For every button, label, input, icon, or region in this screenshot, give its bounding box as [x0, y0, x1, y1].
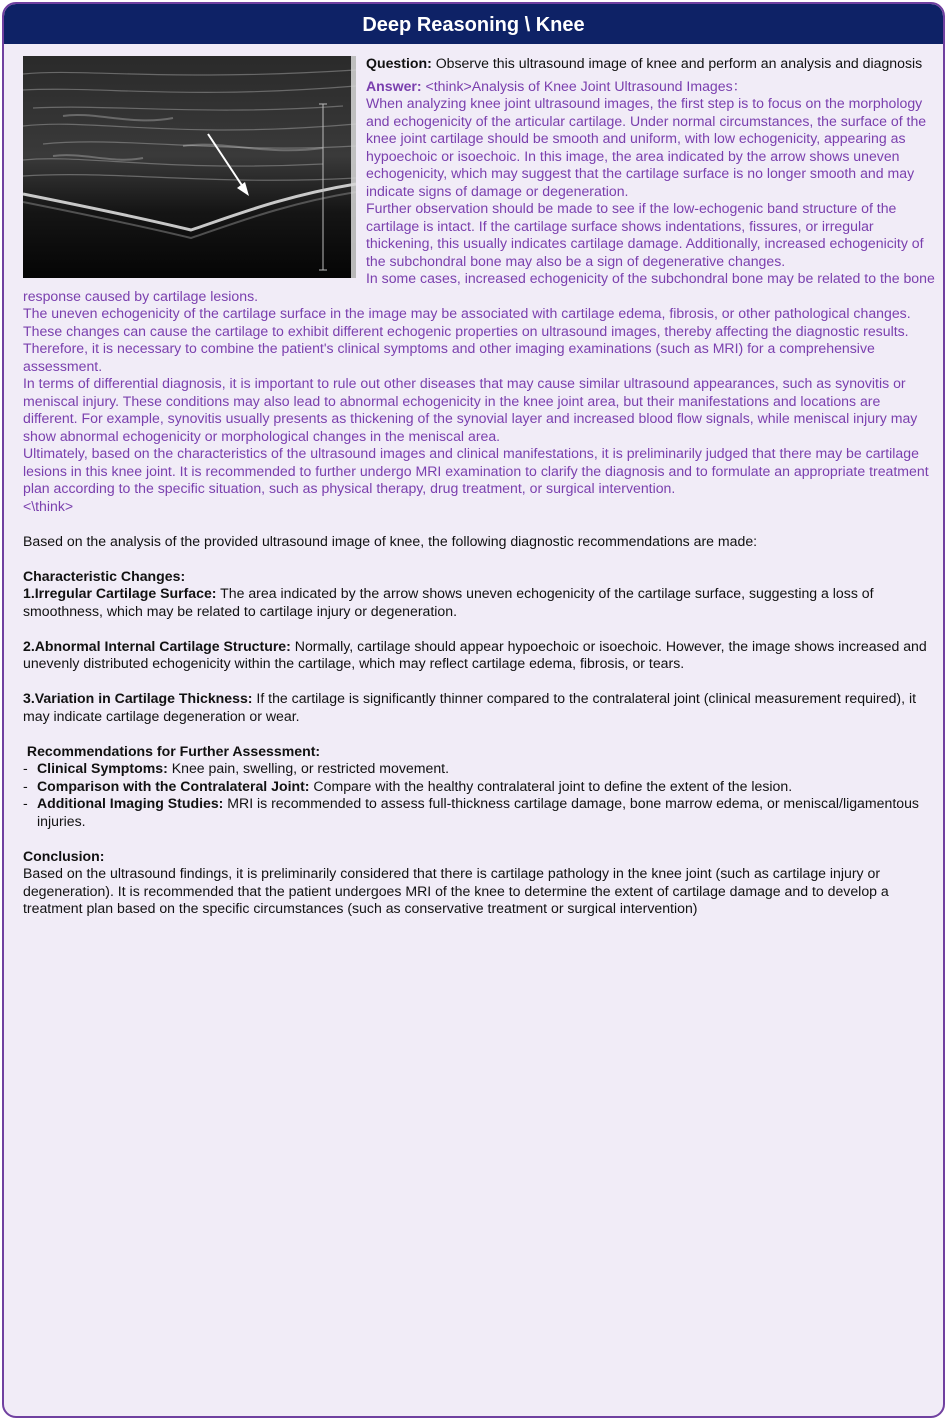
answer-intro: Based on the analysis of the provided ultrasound image of knee, the following diagnostic recommendations are made:: [23, 532, 758, 549]
recs-list: [23, 760, 937, 830]
rec-text: Knee pain, swelling, or restricted movement.: [167, 760, 450, 776]
list-item: [23, 778, 937, 796]
think-line: Ultimately, based on the characteristics of the ultrasound images and clinical manifestations, it is preliminarily judged that there may be cartilage lesions in this knee joint. It is recommended to further undergo MRI examination to clarify the diagnosis and to formulate an appropriate treatment plan according to the specific situation, such as physical therapy, drug treatment, or surgical intervention.: [23, 445, 929, 496]
think-line: In terms of differential diagnosis, it is important to rule out other diseases that may cause similar ultrasound appearances, such as synovitis or meniscal injury. These conditions may also lead to abnormal echogenicity in the knee joint area, but their manifestations and locations are different. For example, synovitis usually presents as thickening of the synovial layer and increased blood flow signals, while meniscal injury may show abnormal echogenicity or morphological changes in the meniscal area.: [23, 375, 918, 444]
dash-marker: -: [23, 760, 28, 776]
reasoning-card: [2, 2, 945, 1418]
think-line: In some cases, increased echogenicity of the subchondral bone may be related to the bone response caused by cartilage lesions.: [23, 270, 935, 304]
question-text: Observe this ultrasound image of knee and perform an analysis and diagnosis: [431, 55, 923, 71]
knee-ultrasound-image: [23, 56, 356, 278]
conclusion-text: Based on the ultrasound findings, it is preliminarily considered that there is cartilage pathology in the knee joint (such as cartilage injury or degeneration). It is recommended that the patient undergoes MRI of the knee to determine the extent of cartilage damage and to develop a treatment plan based on the specific circumstances (such as conservative treatment or surgical intervention): [23, 865, 889, 916]
dash-marker: -: [23, 777, 28, 794]
list-item: [23, 760, 937, 778]
rec-label: Additional Imaging Studies:: [37, 795, 224, 811]
change-label: 2.Abnormal Internal Cartilage Structure:: [23, 637, 291, 654]
think-line: Further observation should be made to see if the low-echogenic band structure of the cartilage is intact. If the cartilage surface shows indentations, fissures, or irregular thickening, this usually indicates cartilage damage. Additionally, increased echogenicity of the subchondral bone may also be a sign of degenerative changes.: [366, 200, 924, 269]
think-line: <think>Analysis of Knee Joint Ultrasound Images：: [421, 77, 747, 94]
change-label: 1.Irregular Cartilage Surface:: [23, 585, 217, 601]
ultrasound-graphic: [23, 56, 356, 278]
rec-text: Compare with the healthy contralateral joint to define the extent of the lesion.: [309, 777, 793, 794]
change-item: [23, 690, 937, 725]
header-title: Deep Reasoning \ Knee: [4, 4, 943, 44]
change-label: 3.Variation in Cartilage Thickness:: [23, 690, 253, 706]
rec-label: Comparison with the Contralateral Joint:: [37, 777, 310, 794]
change-item: [23, 638, 937, 673]
think-line: <\think>: [23, 497, 74, 514]
question-label: Question:: [366, 55, 432, 71]
rec-text: MRI is recommended to assess full-thickness cartilage damage, bone marrow edema, or meniscal/ligamentous injuries.: [37, 795, 919, 829]
change-text: The area indicated by the arrow shows uneven echogenicity of the cartilage surface, suggesting a loss of smoothness, which may be related to cartilage injury or degeneration.: [23, 585, 874, 619]
rec-label: Clinical Symptoms:: [37, 760, 168, 776]
changes-heading: Characteristic Changes:: [23, 567, 186, 584]
conclusion-heading: Conclusion:: [23, 847, 105, 864]
think-line: The uneven echogenicity of the cartilage surface in the image may be associated with cartilage edema, fibrosis, or other pathological changes. These changes can cause the cartilage to exhibit different echogenic properties on ultrasound images, thereby affecting the diagnostic results. Therefore, it is necessary to combine the patient's clinical symptoms and other imaging examinations (such as MRI) for a comprehensive assessment.: [23, 305, 911, 374]
think-line: When analyzing knee joint ultrasound images, the first step is to focus on the morphology and echogenicity of the articular cartilage. Under normal circumstances, the surface of the knee joint cartilage should be smooth and uniform, with low echogenicity, appearing as hypoechoic or isoechoic. In this image, the area indicated by the arrow shows uneven echogenicity, which may suggest that the cartilage surface is no longer smooth and may indicate signs of damage or degeneration.: [366, 95, 927, 199]
change-item: [23, 585, 937, 620]
change-text: Normally, cartilage should appear hypoechoic or isoechoic. However, the image shows increased and unevenly distributed echogenicity within the cartilage, which may reflect cartilage edema, fibrosis, or tears.: [23, 637, 927, 671]
content-area: [4, 44, 943, 918]
list-item: [23, 795, 937, 830]
recs-heading: Recommendations for Further Assessment:: [23, 742, 321, 759]
change-text: If the cartilage is significantly thinner compared to the contralateral joint (clinical measurement required), it may indicate cartilage degeneration or wear.: [23, 690, 917, 724]
answer-label: Answer:: [366, 77, 422, 94]
dash-marker: -: [23, 795, 28, 811]
